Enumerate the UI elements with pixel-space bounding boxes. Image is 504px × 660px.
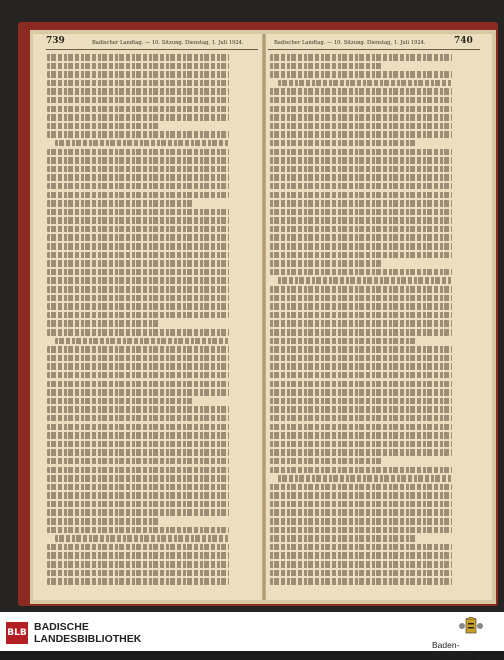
text-line [47, 449, 229, 456]
text-line [278, 475, 452, 482]
text-line [47, 501, 229, 508]
text-line [47, 303, 229, 310]
text-line [47, 415, 229, 422]
text-line [47, 192, 229, 199]
text-line [270, 544, 452, 551]
text-line [270, 286, 452, 293]
text-line [47, 320, 160, 327]
text-line [270, 415, 452, 422]
library-name [34, 622, 141, 645]
text-line [270, 527, 452, 534]
text-line [270, 131, 452, 138]
text-line [47, 260, 229, 267]
left-text-column [47, 54, 229, 594]
text-line [270, 355, 452, 362]
left-header-rule [46, 49, 258, 50]
right-header-rule [268, 49, 480, 50]
coat-of-arms-icon [458, 617, 484, 637]
text-line [270, 329, 452, 336]
text-line [47, 286, 229, 293]
text-line [270, 535, 416, 542]
text-line [270, 458, 383, 465]
text-line [270, 441, 452, 448]
text-line [270, 346, 452, 353]
page-gutter [262, 34, 266, 600]
text-line [270, 295, 452, 302]
text-line [47, 209, 229, 216]
text-line [270, 518, 452, 525]
text-line [47, 509, 229, 516]
text-line [47, 346, 229, 353]
text-line [47, 544, 229, 551]
text-line [47, 183, 229, 190]
text-line [47, 295, 229, 302]
text-line [270, 166, 452, 173]
text-line [270, 389, 452, 396]
text-line [47, 458, 229, 465]
text-line [270, 509, 452, 516]
text-line [47, 114, 229, 121]
text-line [47, 97, 229, 104]
library-name-line2: LANDESBIBLIOTHEK [34, 632, 142, 645]
text-line [270, 484, 452, 491]
text-line [47, 88, 229, 95]
text-line [47, 123, 160, 130]
text-line [47, 475, 229, 482]
text-line [47, 406, 229, 413]
text-line [47, 363, 229, 370]
text-line [47, 71, 229, 78]
text-line [47, 329, 229, 336]
text-line [270, 192, 452, 199]
text-line [47, 312, 229, 319]
text-line [47, 269, 229, 276]
text-line [270, 63, 383, 70]
text-line [270, 492, 452, 499]
text-line [47, 174, 229, 181]
text-line [270, 561, 452, 568]
library-logo: BLB [6, 622, 28, 644]
text-line [47, 252, 229, 259]
text-line [47, 372, 229, 379]
text-line [270, 106, 452, 113]
text-line [270, 200, 452, 207]
text-line [270, 183, 452, 190]
text-line [47, 200, 193, 207]
text-line [47, 561, 229, 568]
text-line [47, 157, 229, 164]
right-running-head: Badischer Landtag. — 10. Sitzung. Dienstag, 1. Juli 1924. [274, 40, 426, 46]
text-line [55, 140, 229, 147]
text-line [270, 320, 452, 327]
text-line [270, 149, 452, 156]
text-line [270, 88, 452, 95]
text-line [270, 467, 452, 474]
text-line [270, 54, 452, 61]
right-page-number: 740 [454, 36, 473, 46]
text-line [47, 226, 229, 233]
text-line [47, 54, 229, 61]
text-line [47, 578, 229, 585]
text-line [47, 552, 229, 559]
text-line [270, 372, 452, 379]
region-name: Baden-Württemberg [432, 640, 482, 660]
text-line [278, 80, 452, 87]
text-line [47, 63, 229, 70]
text-line [55, 338, 229, 345]
text-line [270, 578, 452, 585]
text-line [55, 535, 229, 542]
text-line [270, 243, 452, 250]
text-line [47, 131, 229, 138]
text-line [47, 355, 229, 362]
text-line [270, 398, 452, 405]
text-line [270, 570, 452, 577]
text-line [47, 217, 229, 224]
text-line [270, 312, 452, 319]
text-line [47, 234, 229, 241]
text-line [47, 492, 229, 499]
text-line [270, 338, 416, 345]
text-line [47, 166, 229, 173]
text-line [47, 398, 193, 405]
text-line [47, 527, 229, 534]
text-line [270, 269, 452, 276]
text-line [270, 123, 452, 130]
text-line [270, 260, 383, 267]
text-line [270, 501, 452, 508]
text-line [270, 71, 452, 78]
text-line [47, 432, 229, 439]
text-line [270, 552, 452, 559]
text-line [270, 424, 452, 431]
text-line [47, 389, 229, 396]
text-line [270, 381, 452, 388]
text-line [270, 226, 452, 233]
text-line [270, 140, 416, 147]
text-line [47, 570, 229, 577]
text-line [270, 209, 452, 216]
right-text-column [270, 54, 452, 594]
left-running-head: Badischer Landtag. — 10. Sitzung. Dienstag, 1. Juli 1924. [92, 40, 244, 46]
text-line [47, 518, 160, 525]
text-line [47, 106, 229, 113]
text-line [270, 406, 452, 413]
text-line [270, 97, 452, 104]
text-line [47, 441, 229, 448]
text-line [270, 449, 452, 456]
left-page-number: 739 [46, 36, 65, 46]
text-line [270, 157, 452, 164]
text-line [270, 174, 452, 181]
text-line [270, 114, 452, 121]
text-line [270, 234, 452, 241]
text-line [47, 277, 229, 284]
text-line [270, 217, 452, 224]
text-line [47, 424, 229, 431]
text-line [47, 80, 229, 87]
text-line [270, 363, 452, 370]
text-line [47, 467, 229, 474]
text-line [47, 149, 229, 156]
text-line [278, 277, 452, 284]
text-line [47, 484, 229, 491]
text-line [270, 432, 452, 439]
text-line [47, 381, 229, 388]
text-line [47, 243, 229, 250]
library-name-line1: BADISCHE [34, 621, 89, 633]
text-line [270, 252, 452, 259]
text-line [270, 303, 452, 310]
